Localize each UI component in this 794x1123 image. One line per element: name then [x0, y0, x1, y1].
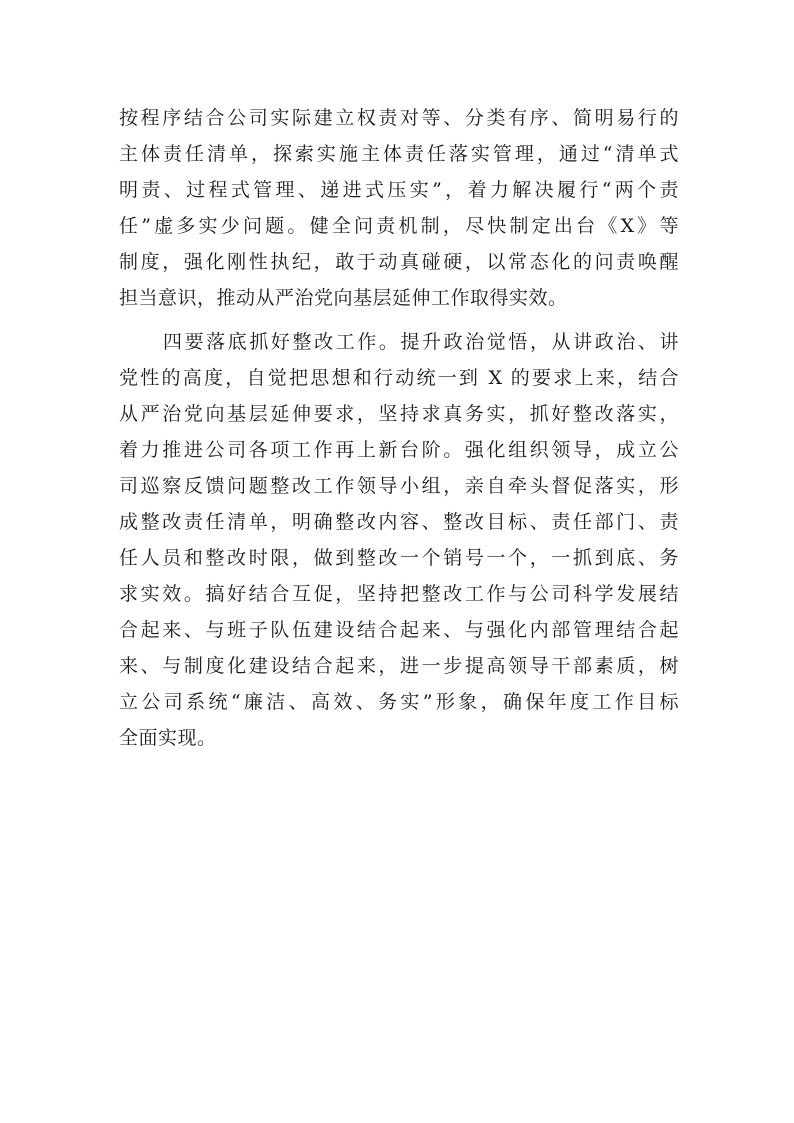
text-line: 明责、过程式管理、递进式压实”，着力解决履行“两个责: [119, 179, 679, 201]
text-line: 立公司系统“廉洁、高效、务实”形象，确保年度工作目标: [119, 691, 679, 713]
text-line: 从严治党向基层延伸要求，坚持求真务实，抓好整改落实，: [119, 403, 679, 425]
text-line: 任”虚多实少问题。健全问责机制，尽快制定出台《X》等: [119, 215, 679, 237]
text-line: 党性的高度，自觉把思想和行动统一到 X 的要求上来，结合: [119, 367, 679, 389]
text-line: 主体责任清单，探索实施主体责任落实管理，通过“清单式: [119, 143, 679, 165]
text-line: 按程序结合公司实际建立权责对等、分类有序、简明易行的: [119, 107, 679, 129]
text-line: 四要落底抓好整改工作。提升政治觉悟，从讲政治、讲: [163, 331, 679, 353]
paragraph-2: [119, 324, 679, 756]
paragraph-gap: [119, 316, 679, 324]
body-text: [119, 100, 679, 756]
paragraph-1: [119, 100, 679, 316]
text-line: 合起来、与班子队伍建设结合起来、与强化内部管理结合起: [119, 619, 679, 641]
text-line: 着力推进公司各项工作再上新台阶。强化组织领导，成立公: [119, 439, 679, 461]
text-line: 求实效。搞好结合互促，坚持把整改工作与公司科学发展结: [119, 583, 679, 605]
text-line: 司巡察反馈问题整改工作领导小组，亲自牵头督促落实，形: [119, 475, 679, 497]
text-line: 全面实现。: [119, 727, 217, 749]
text-line: 制度，强化刚性执纪，敢于动真碰硬，以常态化的问责唤醒: [119, 251, 679, 273]
text-line: 成整改责任清单，明确整改内容、整改目标、责任部门、责: [119, 511, 679, 533]
text-line: 来、与制度化建设结合起来，进一步提高领导干部素质，树: [119, 655, 679, 677]
text-line: 担当意识，推动从严治党向基层延伸工作取得实效。: [119, 287, 568, 309]
text-line: 任人员和整改时限，做到整改一个销号一个，一抓到底、务: [119, 547, 679, 569]
